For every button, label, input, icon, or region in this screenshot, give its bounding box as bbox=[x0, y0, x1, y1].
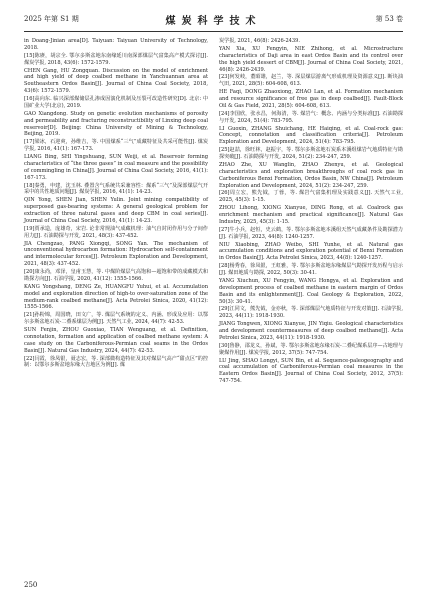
reference-entry bbox=[24, 96, 208, 110]
reference-entry bbox=[219, 147, 403, 161]
reference-entry bbox=[24, 68, 208, 96]
reference-entry bbox=[219, 205, 403, 226]
reference-number: [23] bbox=[219, 74, 230, 81]
reference-number: [22] bbox=[24, 355, 35, 362]
reference-entry bbox=[24, 312, 208, 326]
reference-number: [30] bbox=[219, 342, 230, 349]
reference-number: [28] bbox=[219, 263, 230, 270]
reference-text: GAO Xiangdong. Study on genetic evolution mechanisms of porosity and permeability and fracturing reconstructibility of Linxing deep coal reservoir[D]. Beijing: China University of Mining & Technology, Beijing, 2019. bbox=[24, 110, 208, 138]
reference-entry bbox=[24, 38, 208, 52]
reference-entry bbox=[24, 154, 208, 182]
reference-text: 康永尚，邓泽，皇甫玉慧，等. 中煤阶煤层气高饱和—超饱和带的成藏模式和勘探方向[J]. 石油学报, 2020, 41(12): 1555-1566. bbox=[24, 269, 208, 282]
reference-text: 周立宏，熊先钺，丁蓉，等. 煤岩气富集机理及实践意义[J]. 天然气工业, 2025, 45(3): 1-15. bbox=[219, 190, 403, 204]
reference-entry bbox=[219, 321, 403, 342]
reference-text: YAN Xia, XU Fengyin, NIE Zhihong, et al. Microstructure characteristics of Daji area in east Ordos Basin and its control over the high yield dessert of CBM[J]. Journal of China Coal Society, 2021, 46(8): 2426-2439. bbox=[219, 45, 403, 73]
reference-entry bbox=[219, 306, 403, 320]
reference-text: 江同文，熊先钺，金亦秋，等. 深部煤层气地质特征与开发对策[J]. 石油学报, 2023, 44(11): 1918-1930. bbox=[219, 306, 403, 320]
reference-entry bbox=[219, 278, 403, 306]
reference-text: 牛小兵，赵恒，史云鹤，等. 鄂尔多斯盆地本溪组天然气成藏条件及勘探潜力[J]. 石油学报, 2023, 44(8): 1240-1257. bbox=[219, 226, 403, 240]
reference-number: [20] bbox=[24, 269, 35, 275]
reference-entry bbox=[219, 162, 403, 190]
reference-text: ZHOU Lihong, XIONG Xianyue, DING Rong, et al. Coalrock gas enrichment mechanism and practical significance[J]. Natural Gas Industry, 2025, 45(3): 1-15. bbox=[219, 205, 403, 225]
reference-entry bbox=[24, 327, 208, 355]
reference-text: 鲁静，邵龙义，孙斌，等. 鄂尔多斯盆地东缘石炭-二叠纪煤系层序—古地理与聚煤作用[J]. 煤炭学报, 2012, 37(5): 747-754. bbox=[219, 342, 403, 356]
reference-entry bbox=[219, 46, 403, 74]
issue-label: 2025 年第 S1 期 bbox=[24, 15, 79, 23]
reference-text: CHEN Gang, HU Zongquan. Discussion on the model of enrichment and high yield of deep coalbed methane in Yanchuannan area at Southeastern Ordos Basin[J]. Journal of China Coal Society, 2018, 43(6): 1572-1579. bbox=[24, 67, 208, 95]
reference-text: HE Faqi, DONG Zhaoxiong, ZHAO Lan, et al. Formation mechanism and resource significance of free gas in deep coalbed[J]. Fault-Block Oil & Gas Field, 2021, 28(5): 604-608, 613. bbox=[219, 89, 403, 109]
header-rule bbox=[24, 31, 403, 32]
reference-entry bbox=[24, 53, 208, 67]
reference-entry bbox=[219, 74, 403, 88]
reference-text: 陈赓，胡宗全. 鄂尔多斯盆地东南缘延川南深部煤层气富集高产模式探讨[J]. 煤炭学报, 2018, 43(6): 1572-1579. bbox=[24, 52, 208, 66]
reference-text: 孙粉锦，周国晓，田文广，等. 煤层气系统的定义、内涵、形成及应用：以鄂尔多斯盆地石炭-二叠系煤层为例[J]. 天然气工业, 2024, 44(7): 42-53. bbox=[24, 312, 208, 326]
reference-number: [27] bbox=[219, 226, 230, 233]
reference-entry bbox=[219, 358, 403, 386]
reference-entry bbox=[24, 356, 208, 370]
reference-entry bbox=[24, 269, 208, 283]
reference-entry bbox=[24, 139, 208, 153]
reference-text: 炭学报, 2021, 46(8): 2426-2439. bbox=[219, 38, 301, 44]
reference-text: NIU Xiaobing, ZHAO Weibo, SHI Yunhe, et al. Natural gas accumulation conditions and exploration potential of Benxi Formation in Ordos Basin[J]. Acta Petrolei Sinica, 2023, 44(8): 1240-1257. bbox=[219, 241, 403, 262]
reference-entry bbox=[219, 263, 403, 277]
reference-entry bbox=[24, 183, 208, 197]
reference-text: QIN Yong, SHEN Jian, SHEN Yulin. Joint mining compatibility of superposed gas-bearing systems: A general geological problem for extraction of three natural gases and deep CBM in coal series[J]. Journal of China Coal Society, 2016, 41(1): 14-23. bbox=[24, 197, 208, 224]
journal-title: 煤炭科学技术 bbox=[165, 16, 262, 27]
reference-number: [18] bbox=[24, 182, 35, 189]
reference-text: 赵喆，徐旺林，赵振宇，等. 鄂尔多斯盆地石炭系本溪组煤岩气地质特征与勘探突破[J]. 石油勘探与开发, 2024, 51(2): 234-247, 259. bbox=[219, 147, 403, 160]
page-number: 250 bbox=[24, 581, 38, 589]
reference-text: 杨秀春，徐凤银，王虹雅，等. 鄂尔多斯盆地东缘煤层气勘探开发历程与启示[J]. 煤田地质与勘探, 2022, 50(3): 30-41. bbox=[219, 263, 403, 276]
reference-text: SUN Fenjin, ZHOU Guoxiao, TIAN Wenguang, et al. Definition, connotation, formation and application of coalbed methane system: A case study on the Carboniferous-Permian coal seams in the Ordos Basin[J]. Natural Gas Industry, 2024, 44(7): 42-53. bbox=[24, 327, 208, 354]
reference-entry bbox=[219, 242, 403, 263]
reference-entry bbox=[24, 284, 208, 312]
references-left-column bbox=[24, 38, 208, 370]
reference-text: LI Guoxin, ZHANG Shuichang, HE Haiqing, et al. Coal-rock gas: Concept, connotation and classification criteria[J]. Petroleum Exploration and Development, 2024, 51(4): 783-795. bbox=[219, 125, 403, 146]
reference-entry bbox=[24, 111, 208, 139]
reference-entry bbox=[219, 89, 403, 110]
reference-entry bbox=[219, 190, 403, 204]
reference-entry bbox=[219, 38, 403, 45]
reference-number: [16] bbox=[24, 96, 35, 102]
reference-number: [17] bbox=[24, 139, 35, 146]
page-header bbox=[24, 12, 403, 30]
reference-text: 梁冰，石迎爽，孙维吉，等. 中国煤系“三气”成藏特征及共采可能性[J]. 煤炭学报, 2016, 41(1): 167-173. bbox=[24, 139, 208, 153]
reference-number: [26] bbox=[219, 190, 230, 197]
reference-text: LIANG Bing, SHI Yingshuang, SUN Weiji, et al. Reservoir forming characteristics of “the three gases” in coal measure and the possibility of commingling in China[J]. Journal of China Coal Society, 2016, 41(1): 167-173. bbox=[24, 154, 208, 181]
reference-entry bbox=[24, 226, 208, 240]
reference-text: KANG Yongshang, DENG Ze, HUANGFU Yuhui, et al. Accumulation model and exploration direction of high-to over-saturation zone of the medium-rank coalbed methane[J]. Acta Petrolei Sinica, 2020, 41(12): 1555-1566. bbox=[24, 283, 208, 311]
reference-number: [21] bbox=[24, 312, 35, 319]
reference-entry bbox=[24, 197, 208, 225]
reference-number: [24] bbox=[219, 110, 230, 117]
reference-text: 何发岐，董昭雄，赵兰，等. 深层煤层游离气形成机理及资源意义[J]. 断块油气田, 2021, 28(5): 604-608, 613. bbox=[219, 74, 403, 88]
reference-text: in Doang-Jinian area[D]. Taiyuan: Taiyuan University of Technology, 2018. bbox=[24, 38, 208, 51]
reference-number: [15] bbox=[24, 52, 35, 59]
reference-text: JIA Chengzao, PANG Xiongqi, SONG Yan. The mechanism of unconventional hydrocarbon formation: Hydrocarbon self-containment and intermolecular forces[J]. Petroleum Exploration and Development, 2021, 48(3): 437-452. bbox=[24, 240, 208, 268]
references-right-column bbox=[219, 38, 403, 386]
reference-text: YANG Xiuchun, XU Fengyin, WANG Hongya, et al. Exploration and development process of coalbed methane in eastern margin of Ordos Basin and its enlightenment[J]. Coal Geology & Exploration, 2022, 50(3): 30-41. bbox=[219, 277, 403, 305]
reference-entry bbox=[24, 241, 208, 269]
reference-entry bbox=[219, 227, 403, 241]
reference-text: LU Jing, SHAO Longyi, SUN Bin, et al. Sequence-paleogeography and coal accumulation of Carboniferous-Permian coal measures in the Eastern Ordos Basin[J]. Journal of China Coal Society, 2012, 37(5): 747-754. bbox=[219, 357, 403, 385]
volume-label: 第 53 卷 bbox=[375, 15, 403, 23]
reference-text: ZHAO Zhe, XU Wanglin, ZHAO Zhenyu, et al. Geological characteristics and exploration breakthroughs of coal rock gas in Carboniferous Benxi Formation, Ordos Basin, NW China[J]. Petroleum Exploration and Development, 2024, 51(2): 234-247, 259. bbox=[219, 161, 403, 189]
reference-number: [29] bbox=[219, 306, 230, 313]
reference-text: 闫霞，徐凤银，聂志宏，等. 深部微构造特征及其对煤层气高产“甜点区”的控制：以鄂尔多斯盆地东缘大吉地区为例[J]. 煤 bbox=[24, 355, 208, 369]
reference-text: 高向东. 临兴深部煤储层孔渗成因演化机制及压裂可改造性研究[D]. 北京: 中国矿业大学(北京), 2019. bbox=[24, 96, 208, 109]
reference-entry bbox=[219, 126, 403, 147]
reference-entry bbox=[219, 343, 403, 357]
reference-number: [25] bbox=[219, 147, 230, 154]
reference-entry bbox=[219, 111, 403, 125]
reference-number: [19] bbox=[24, 225, 35, 232]
reference-text: 李国欣，张水昌，何海清，等. 煤岩气：概念、内涵与分类标准[J]. 石油勘探与开发, 2024, 51(4): 783-795. bbox=[219, 110, 403, 124]
reference-text: JIANG Tongwen, XIONG Xianyue, JIN Yiqiu. Geological characteristics and development countermeasures of deep coalbed methane[J]. Acta Petrolei Sinica, 2023, 44(11): 1918-1930. bbox=[219, 321, 403, 341]
reference-text: 秦勇，申建，沈玉林. 叠置含气系统共采兼容性：煤系“三气”及深部煤层气开采中的共性地质问题[J]. 煤炭学报, 2016, 41(1): 14-23. bbox=[24, 182, 208, 196]
reference-text: 贾承造，庞雄奇，宋岩. 论非常规油气成藏机理：油气自封闭作用与分子间作用力[J]. 石油勘探与开发, 2021, 48(3): 437-452. bbox=[24, 225, 208, 239]
